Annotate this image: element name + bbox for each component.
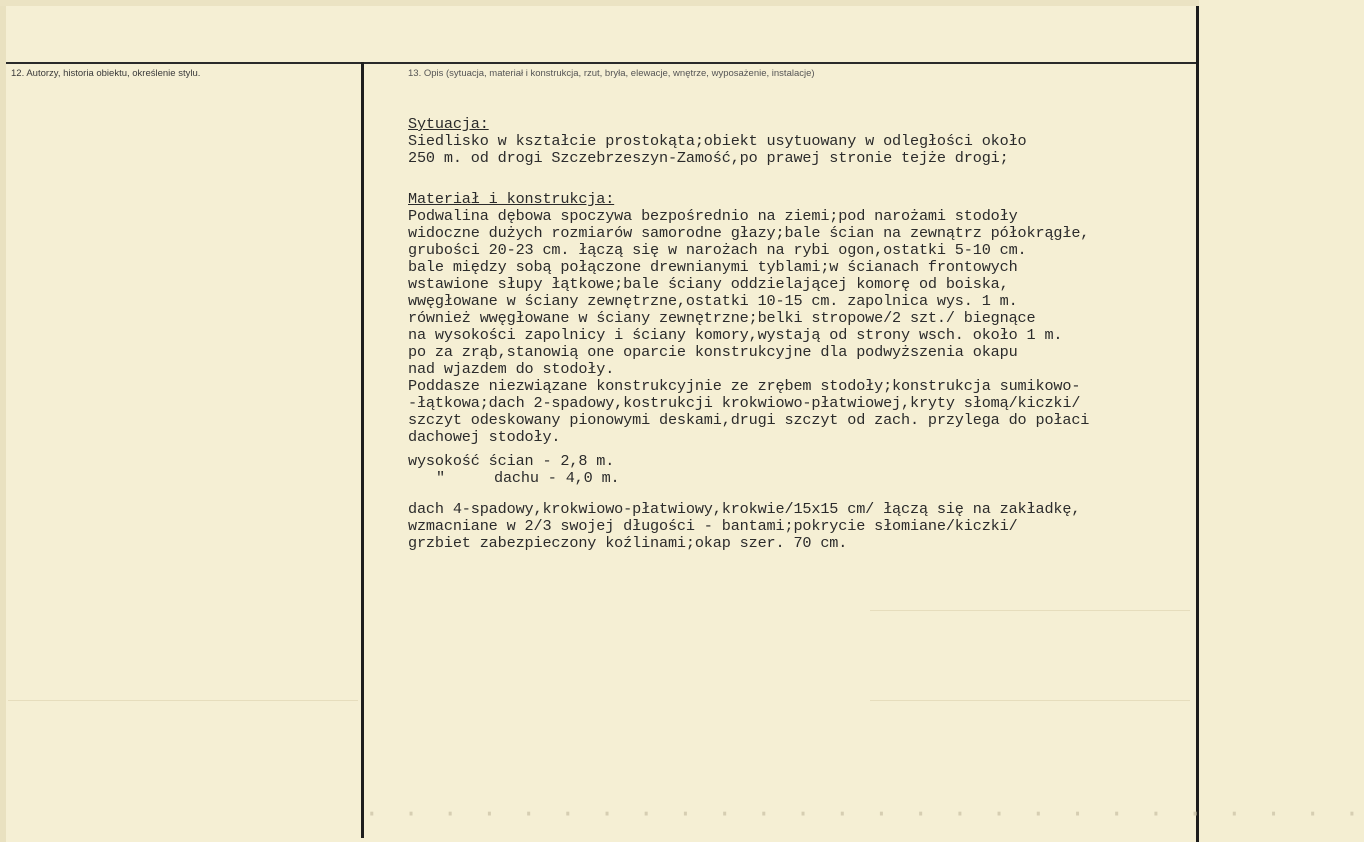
description-text [408,116,1188,552]
text-line: 250 m. od drogi Szczebrzeszyn-Zamość,po prawej stronie tejże drogi; [408,149,1009,167]
text-line: na wysokości zapolnicy i ściany komory,wystają od strony wsch. około 1 m. [408,326,1063,344]
typewriter-bleedthrough-strip: · · · · · · · · · · · · · · · · · · · · · · · · · · [364,799,1364,829]
dimension-roof: dachu - 4,0 m. [494,469,620,487]
faint-bleedthrough-line [870,700,1190,701]
field-13-label: 13. Opis (sytuacja, materiał i konstrukcja, rzut, bryła, elewacje, wnętrze, wyposażenie, instalacje) [408,68,815,79]
section-title-material: Materiał i konstrukcja: [408,190,615,208]
text-line: grzbiet zabezpieczony koźlinami;okap szer. 70 cm. [408,534,848,552]
text-line: Siedlisko w kształcie prostokąta;obiekt usytuowany w odległości około [408,132,1027,150]
text-line: wwęgłowane w ściany zewnętrzne,ostatki 10-15 cm. zapolnica wys. 1 m. [408,292,1018,310]
text-line: Poddasze niezwiązane konstrukcyjnie ze zrębem stodoły;konstrukcja sumikowo- [408,377,1081,395]
text-line: wzmacniane w 2/3 swojej długości - bantami;pokrycie słomiane/kiczki/ [408,517,1018,535]
ditto-mark: " [436,469,445,487]
dimension-roof-row [408,470,1188,487]
text-line: dach 4-spadowy,krokwiowo-płatwiowy,krokwie/15x15 cm/ łączą się na zakładkę, [408,500,1081,518]
dimension-walls: wysokość ścian - 2,8 m. [408,452,615,470]
text-line: widoczne dużych rozmiarów samorodne głazy;bale ścian na zewnątrz półokrągłe, [408,224,1090,242]
text-line: szczyt odeskowany pionowymi deskami,drugi szczyt od zach. przylega do połaci [408,411,1090,429]
field-12-label: 12. Autorzy, historia obiektu, określenie stylu. [11,68,201,79]
text-line: wstawione słupy łątkowe;bale ściany oddzielającej komorę od boiska, [408,275,1009,293]
column-divider [361,62,364,838]
card-left-edge [0,0,6,842]
header-rule [6,62,1196,64]
text-line: dachowej stodoły. [408,428,561,446]
text-line: również wwęgłowane w ściany zewnętrzne;belki stropowe/2 szt./ biegnące [408,309,1036,327]
text-line: bale między sobą połączone drewnianymi tyblami;w ścianach frontowych [408,258,1018,276]
text-line: -łątkowa;dach 2-spadowy,kostrukcji krokwiowo-płatwiowej,kryty słomą/kiczki/ [408,394,1081,412]
text-line: grubości 20-23 cm. łączą się w narożach na rybi ogon,ostatki 5-10 cm. [408,241,1027,259]
text-line: po za zrąb,stanowią one oparcie konstrukcyjne dla podwyższenia okapu [408,343,1018,361]
faint-bleedthrough-line [870,610,1190,611]
text-line: Podwalina dębowa spoczywa bezpośrednio na ziemi;pod narożami stodoły [408,207,1018,225]
text-line: nad wjazdem do stodoły. [408,360,615,378]
faint-bleedthrough-line [8,700,358,701]
section-title-sytuacja: Sytuacja: [408,115,489,133]
card-top-edge [0,0,1199,6]
